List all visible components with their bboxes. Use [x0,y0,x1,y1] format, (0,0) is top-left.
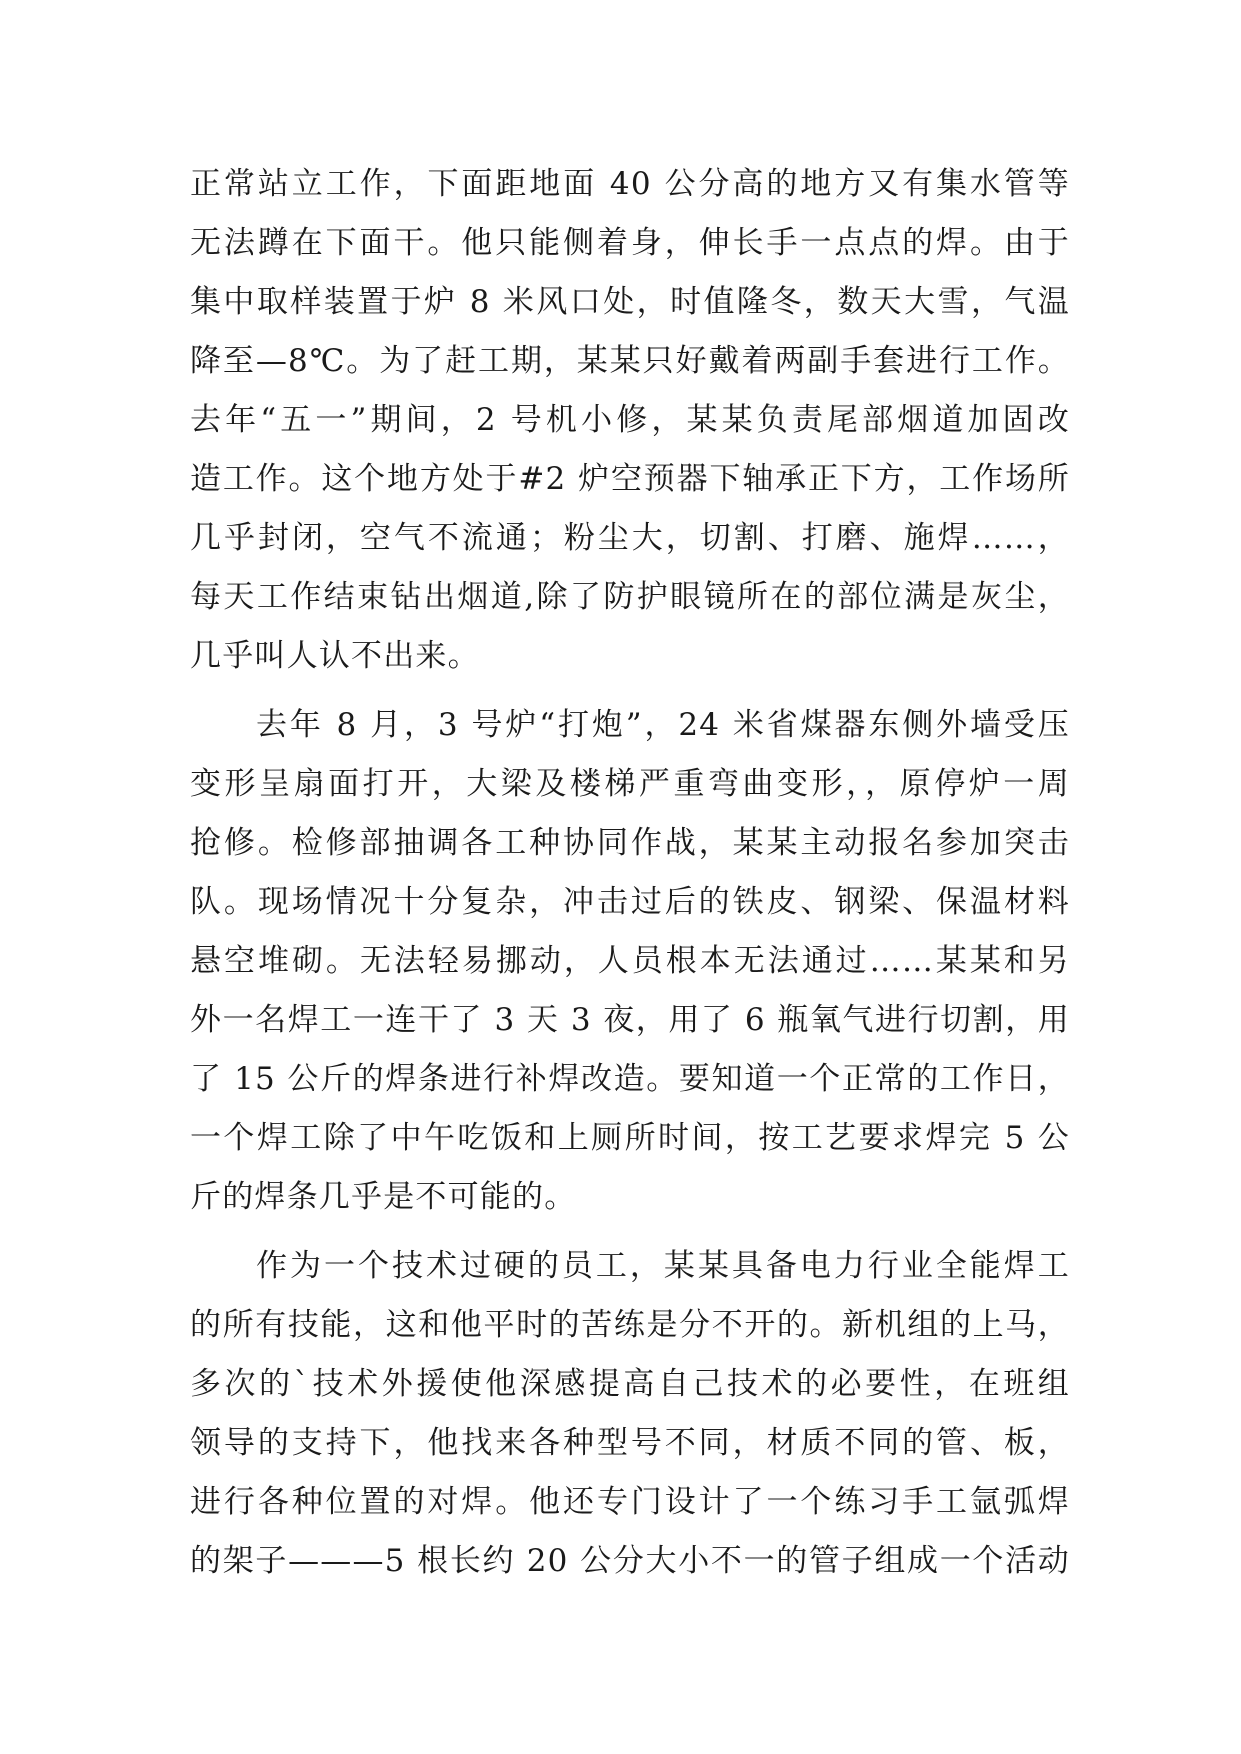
text-line: 抢修。检修部抽调各工种协同作战，某某主动报名参加突击 [190,825,1070,861]
text-line: 去年 8 月，3 号炉“打炮”，24 米省煤器东侧外墙受压 [256,707,1070,743]
paragraph [190,1237,1070,1591]
paragraph-spacing [190,686,1070,696]
text-line: 悬空堆砌。无法轻易挪动，人员根本无法通过……某某和另 [190,943,1070,979]
text-line: 变形呈扇面打开，大梁及楼梯严重弯曲变形，，原停炉一周 [190,766,1070,802]
text-line: 去年“五一”期间，2 号机小修，某某负责尾部烟道加固改 [190,402,1070,438]
text-line: 斤的焊条几乎是不可能的。 [190,1179,577,1215]
text-line: 正常站立工作，下面距地面 40 公分高的地方又有集水管等 [190,166,1070,202]
text-line: 进行各种位置的对焊。他还专门设计了一个练习手工氩弧焊 [190,1484,1070,1520]
text-line: 一个焊工除了中午吃饭和上厕所时间，按工艺要求焊完 5 公 [190,1120,1070,1156]
text-line: 多次的`技术外援使他深感提高自己技术的必要性，在班组 [190,1366,1070,1402]
text-line: 作为一个技术过硬的员工，某某具备电力行业全能焊工 [256,1248,1070,1284]
text-line: 领导的支持下，他找来各种型号不同，材质不同的管、板， [190,1425,1070,1461]
text-line: 几乎封闭，空气不流通；粉尘大，切割、打磨、施焊……， [190,520,1070,556]
text-line: 了 15 公斤的焊条进行补焊改造。要知道一个正常的工作日， [190,1061,1070,1097]
body-text [190,155,1070,1591]
text-line: 几乎叫人认不出来。 [190,638,480,674]
paragraph-spacing [190,1227,1070,1237]
text-line: 造工作。这个地方处于#2 炉空预器下轴承正下方，工作场所 [190,461,1070,497]
paragraph [190,696,1070,1227]
text-line: 降至—8℃。为了赶工期，某某只好戴着两副手套进行工作。 [190,343,1070,379]
text-line: 的所有技能，这和他平时的苦练是分不开的。新机组的上马， [190,1307,1070,1343]
text-line: 集中取样装置于炉 8 米风口处，时值隆冬，数天大雪，气温 [190,284,1070,320]
text-line: 的架子———5 根长约 20 公分大小不一的管子组成一个活动 [190,1543,1070,1579]
text-line: 外一名焊工一连干了 3 天 3 夜，用了 6 瓶氧气进行切割，用 [190,1002,1070,1038]
text-line: 每天工作结束钻出烟道,除了防护眼镜所在的部位满是灰尘， [190,579,1070,615]
paragraph [190,155,1070,686]
text-line: 无法蹲在下面干。他只能侧着身，伸长手一点点的焊。由于 [190,225,1070,261]
text-line: 队。现场情况十分复杂，冲击过后的铁皮、钢梁、保温材料 [190,884,1070,920]
